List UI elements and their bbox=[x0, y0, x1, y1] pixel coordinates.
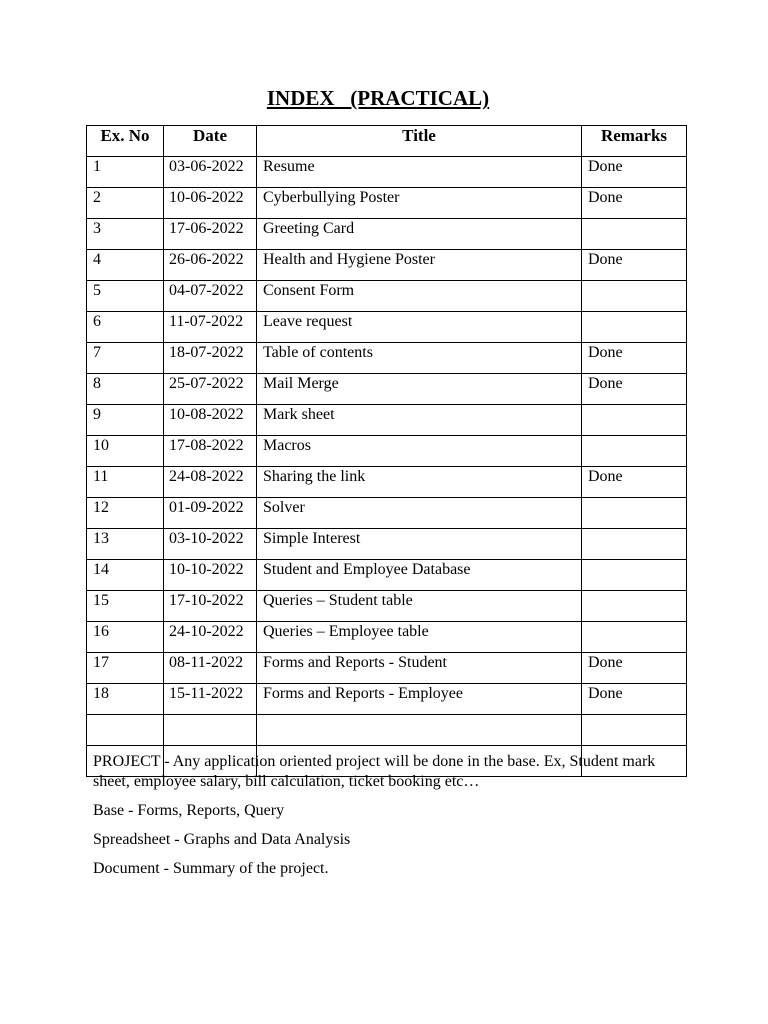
cell-title: Resume bbox=[257, 157, 582, 188]
header-title: Title bbox=[257, 126, 582, 157]
cell-date: 10-08-2022 bbox=[164, 405, 257, 436]
cell-date: 08-11-2022 bbox=[164, 653, 257, 684]
cell-remarks: Done bbox=[582, 157, 687, 188]
cell-ex-no: 17 bbox=[87, 653, 164, 684]
cell-title: Mark sheet bbox=[257, 405, 582, 436]
cell-ex-no: 7 bbox=[87, 343, 164, 374]
project-notes bbox=[93, 752, 673, 888]
table-row bbox=[87, 374, 687, 405]
cell-title: Cyberbullying Poster bbox=[257, 188, 582, 219]
cell-remarks: Done bbox=[582, 467, 687, 498]
index-table bbox=[86, 125, 687, 777]
cell-remarks bbox=[582, 622, 687, 653]
cell-remarks bbox=[582, 715, 687, 746]
cell-date: 26-06-2022 bbox=[164, 250, 257, 281]
table-row bbox=[87, 715, 687, 746]
cell-remarks: Done bbox=[582, 188, 687, 219]
cell-title: Simple Interest bbox=[257, 529, 582, 560]
cell-date: 17-08-2022 bbox=[164, 436, 257, 467]
cell-date: 24-08-2022 bbox=[164, 467, 257, 498]
cell-date: 18-07-2022 bbox=[164, 343, 257, 374]
cell-date: 10-06-2022 bbox=[164, 188, 257, 219]
table-row bbox=[87, 281, 687, 312]
cell-title: Consent Form bbox=[257, 281, 582, 312]
cell-remarks bbox=[582, 219, 687, 250]
cell-ex-no: 9 bbox=[87, 405, 164, 436]
table-row bbox=[87, 343, 687, 374]
cell-remarks bbox=[582, 281, 687, 312]
cell-ex-no: 10 bbox=[87, 436, 164, 467]
cell-date: 17-06-2022 bbox=[164, 219, 257, 250]
table-row bbox=[87, 157, 687, 188]
cell-date: 17-10-2022 bbox=[164, 591, 257, 622]
note-paragraph: Document - Summary of the project. bbox=[93, 860, 329, 877]
cell-ex-no: 14 bbox=[87, 560, 164, 591]
table-row bbox=[87, 467, 687, 498]
table-row bbox=[87, 529, 687, 560]
cell-remarks bbox=[582, 405, 687, 436]
cell-title: Table of contents bbox=[257, 343, 582, 374]
cell-ex-no: 18 bbox=[87, 684, 164, 715]
cell-ex-no: 3 bbox=[87, 219, 164, 250]
cell-title: Macros bbox=[257, 436, 582, 467]
cell-remarks: Done bbox=[582, 250, 687, 281]
cell-ex-no: 11 bbox=[87, 467, 164, 498]
table-row bbox=[87, 560, 687, 591]
cell-ex-no bbox=[87, 715, 164, 746]
table-row bbox=[87, 188, 687, 219]
cell-ex-no: 2 bbox=[87, 188, 164, 219]
cell-remarks bbox=[582, 591, 687, 622]
cell-title: Greeting Card bbox=[257, 219, 582, 250]
cell-ex-no: 8 bbox=[87, 374, 164, 405]
table-row bbox=[87, 684, 687, 715]
table-row bbox=[87, 653, 687, 684]
cell-date bbox=[164, 715, 257, 746]
cell-remarks bbox=[582, 498, 687, 529]
cell-ex-no: 6 bbox=[87, 312, 164, 343]
cell-date: 11-07-2022 bbox=[164, 312, 257, 343]
cell-title: Health and Hygiene Poster bbox=[257, 250, 582, 281]
cell-ex-no: 4 bbox=[87, 250, 164, 281]
cell-remarks: Done bbox=[582, 374, 687, 405]
note-paragraph: Base - Forms, Reports, Query bbox=[93, 802, 285, 819]
cell-title: Forms and Reports - Student bbox=[257, 653, 582, 684]
cell-remarks bbox=[582, 560, 687, 591]
cell-title: Leave request bbox=[257, 312, 582, 343]
cell-remarks bbox=[582, 312, 687, 343]
cell-remarks: Done bbox=[582, 653, 687, 684]
cell-remarks: Done bbox=[582, 343, 687, 374]
table-row bbox=[87, 591, 687, 622]
cell-title: Queries – Student table bbox=[257, 591, 582, 622]
cell-title: Sharing the link bbox=[257, 467, 582, 498]
header-ex-no: Ex. No bbox=[87, 126, 164, 157]
table-row bbox=[87, 219, 687, 250]
cell-title bbox=[257, 715, 582, 746]
cell-remarks: Done bbox=[582, 684, 687, 715]
note-paragraph: PROJECT - Any application oriented project will be done in the base. Ex, Student mark sheet, employee salary, bill calculation, ticket booking etc… bbox=[93, 753, 656, 790]
cell-ex-no: 16 bbox=[87, 622, 164, 653]
cell-ex-no: 1 bbox=[87, 157, 164, 188]
table-row bbox=[87, 622, 687, 653]
table-row bbox=[87, 436, 687, 467]
header-remarks: Remarks bbox=[582, 126, 687, 157]
cell-date: 04-07-2022 bbox=[164, 281, 257, 312]
cell-date: 24-10-2022 bbox=[164, 622, 257, 653]
table-row bbox=[87, 250, 687, 281]
cell-date: 03-10-2022 bbox=[164, 529, 257, 560]
table-row bbox=[87, 498, 687, 529]
cell-title: Solver bbox=[257, 498, 582, 529]
page-title: INDEX (PRACTICAL) bbox=[266, 86, 490, 110]
cell-date: 15-11-2022 bbox=[164, 684, 257, 715]
cell-ex-no: 13 bbox=[87, 529, 164, 560]
cell-ex-no: 12 bbox=[87, 498, 164, 529]
cell-ex-no: 15 bbox=[87, 591, 164, 622]
table-row bbox=[87, 312, 687, 343]
cell-date: 03-06-2022 bbox=[164, 157, 257, 188]
table-header-row bbox=[87, 126, 687, 157]
cell-date: 01-09-2022 bbox=[164, 498, 257, 529]
cell-date: 25-07-2022 bbox=[164, 374, 257, 405]
cell-date: 10-10-2022 bbox=[164, 560, 257, 591]
cell-remarks bbox=[582, 436, 687, 467]
cell-title: Student and Employee Database bbox=[257, 560, 582, 591]
note-paragraph: Spreadsheet - Graphs and Data Analysis bbox=[93, 831, 351, 848]
table-row bbox=[87, 405, 687, 436]
table-body bbox=[87, 157, 687, 777]
cell-ex-no: 5 bbox=[87, 281, 164, 312]
cell-title: Queries – Employee table bbox=[257, 622, 582, 653]
header-date: Date bbox=[164, 126, 257, 157]
cell-title: Forms and Reports - Employee bbox=[257, 684, 582, 715]
cell-title: Mail Merge bbox=[257, 374, 582, 405]
cell-remarks bbox=[582, 529, 687, 560]
